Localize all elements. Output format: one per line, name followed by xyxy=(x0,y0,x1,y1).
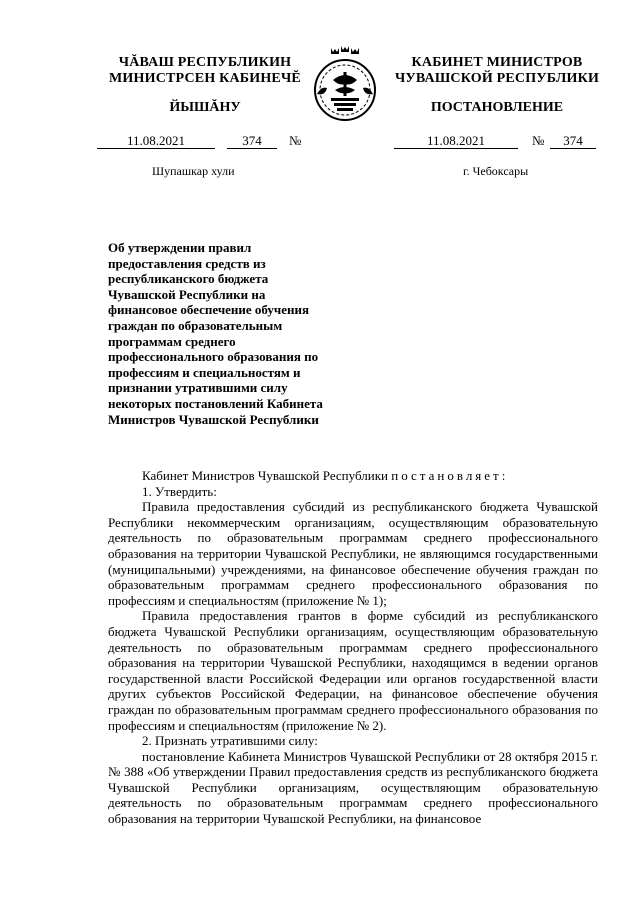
doc-type-right: ПОСТАНОВЛЕНИЕ xyxy=(430,100,564,115)
place-right: г. Чебоксары xyxy=(463,164,529,178)
date-right: 11.08.2021 xyxy=(394,133,518,149)
date-left: 11.08.2021 xyxy=(97,133,215,149)
place-left: Шупашкар хули xyxy=(152,164,235,178)
header-right xyxy=(392,55,602,87)
header-right-line2: ЧУВАШСКОЙ РЕСПУБЛИКИ xyxy=(394,71,600,86)
numbering-left xyxy=(97,133,317,149)
document-title: Об утверждении правил предоставления средств из республиканского бюджета Чувашской Республики на финансовое обеспечение обучения граждан по образовательным программам среднего профессионального образования по профессиям и специальностям и признании утратившими силу некоторых постановлений Кабинета Министров Чувашской Республики xyxy=(108,240,323,427)
number-left: 374 xyxy=(227,133,277,149)
numbering-right xyxy=(394,133,604,149)
number-sign-left: № xyxy=(289,133,302,148)
header-right-line1: КАБИНЕТ МИНИСТРОВ xyxy=(411,55,583,70)
number-right: 374 xyxy=(550,133,596,149)
paragraph-2: Правила предоставления грантов в форме субсидий из республиканского бюджета Чувашской Республики организациям, осуществляющим образовательную деятельность по образовательным программам среднего профессионального образования на территории Чувашской Республики, находящимся в ведении органов государственной власти Российской Федерации или органов государственной власти других субъектов Российской Федерации, на финансовое обеспечение обучения граждан по образовательным программам среднего профессионального образования по профессиям и специальностям (приложение № 2). xyxy=(108,608,598,733)
header-left xyxy=(100,55,310,87)
header-left-line2: МИНИСТРСЕН КАБИНЕЧĔ xyxy=(109,71,301,86)
intro-verb: постановляет: xyxy=(391,468,509,483)
item-2: 2. Признать утратившими силу: xyxy=(142,733,318,749)
doc-type-left: ЙЫШĂНУ xyxy=(169,100,241,115)
document-body xyxy=(108,468,598,827)
paragraph-1: Правила предоставления субсидий из республиканского бюджета Чувашской Республики некоммерческим организациям, осуществляющим образовательную деятельность по образовательным программам среднего профессионального образования на территории Чувашской Республики, не являющимся государственными (муниципальными) учреждениями, на финансовое обеспечение обучения граждан по образовательным программам среднего профессионального образования по профессиям и специальностям (приложение № 1); xyxy=(108,499,598,608)
item-1: 1. Утвердить: xyxy=(142,483,217,499)
intro-paragraph xyxy=(108,468,598,484)
intro-text: Кабинет Министров Чувашской Республики xyxy=(142,468,388,483)
paragraph-3: постановление Кабинета Министров Чувашской Республики от 28 октября 2015 г. № 388 «Об утверждении Правил предоставления средств из республиканского бюджета Чувашской Республики организациям, осуществляющим образовательную деятельность по образовательным программам среднего профессионального образования на территории Чувашской Республики, на финансовое xyxy=(108,748,598,827)
number-sign-right: № xyxy=(532,133,545,148)
header-left-line1: ЧĂВАШ РЕСПУБЛИКИН xyxy=(118,55,292,70)
chuvash-emblem-icon xyxy=(303,44,387,128)
